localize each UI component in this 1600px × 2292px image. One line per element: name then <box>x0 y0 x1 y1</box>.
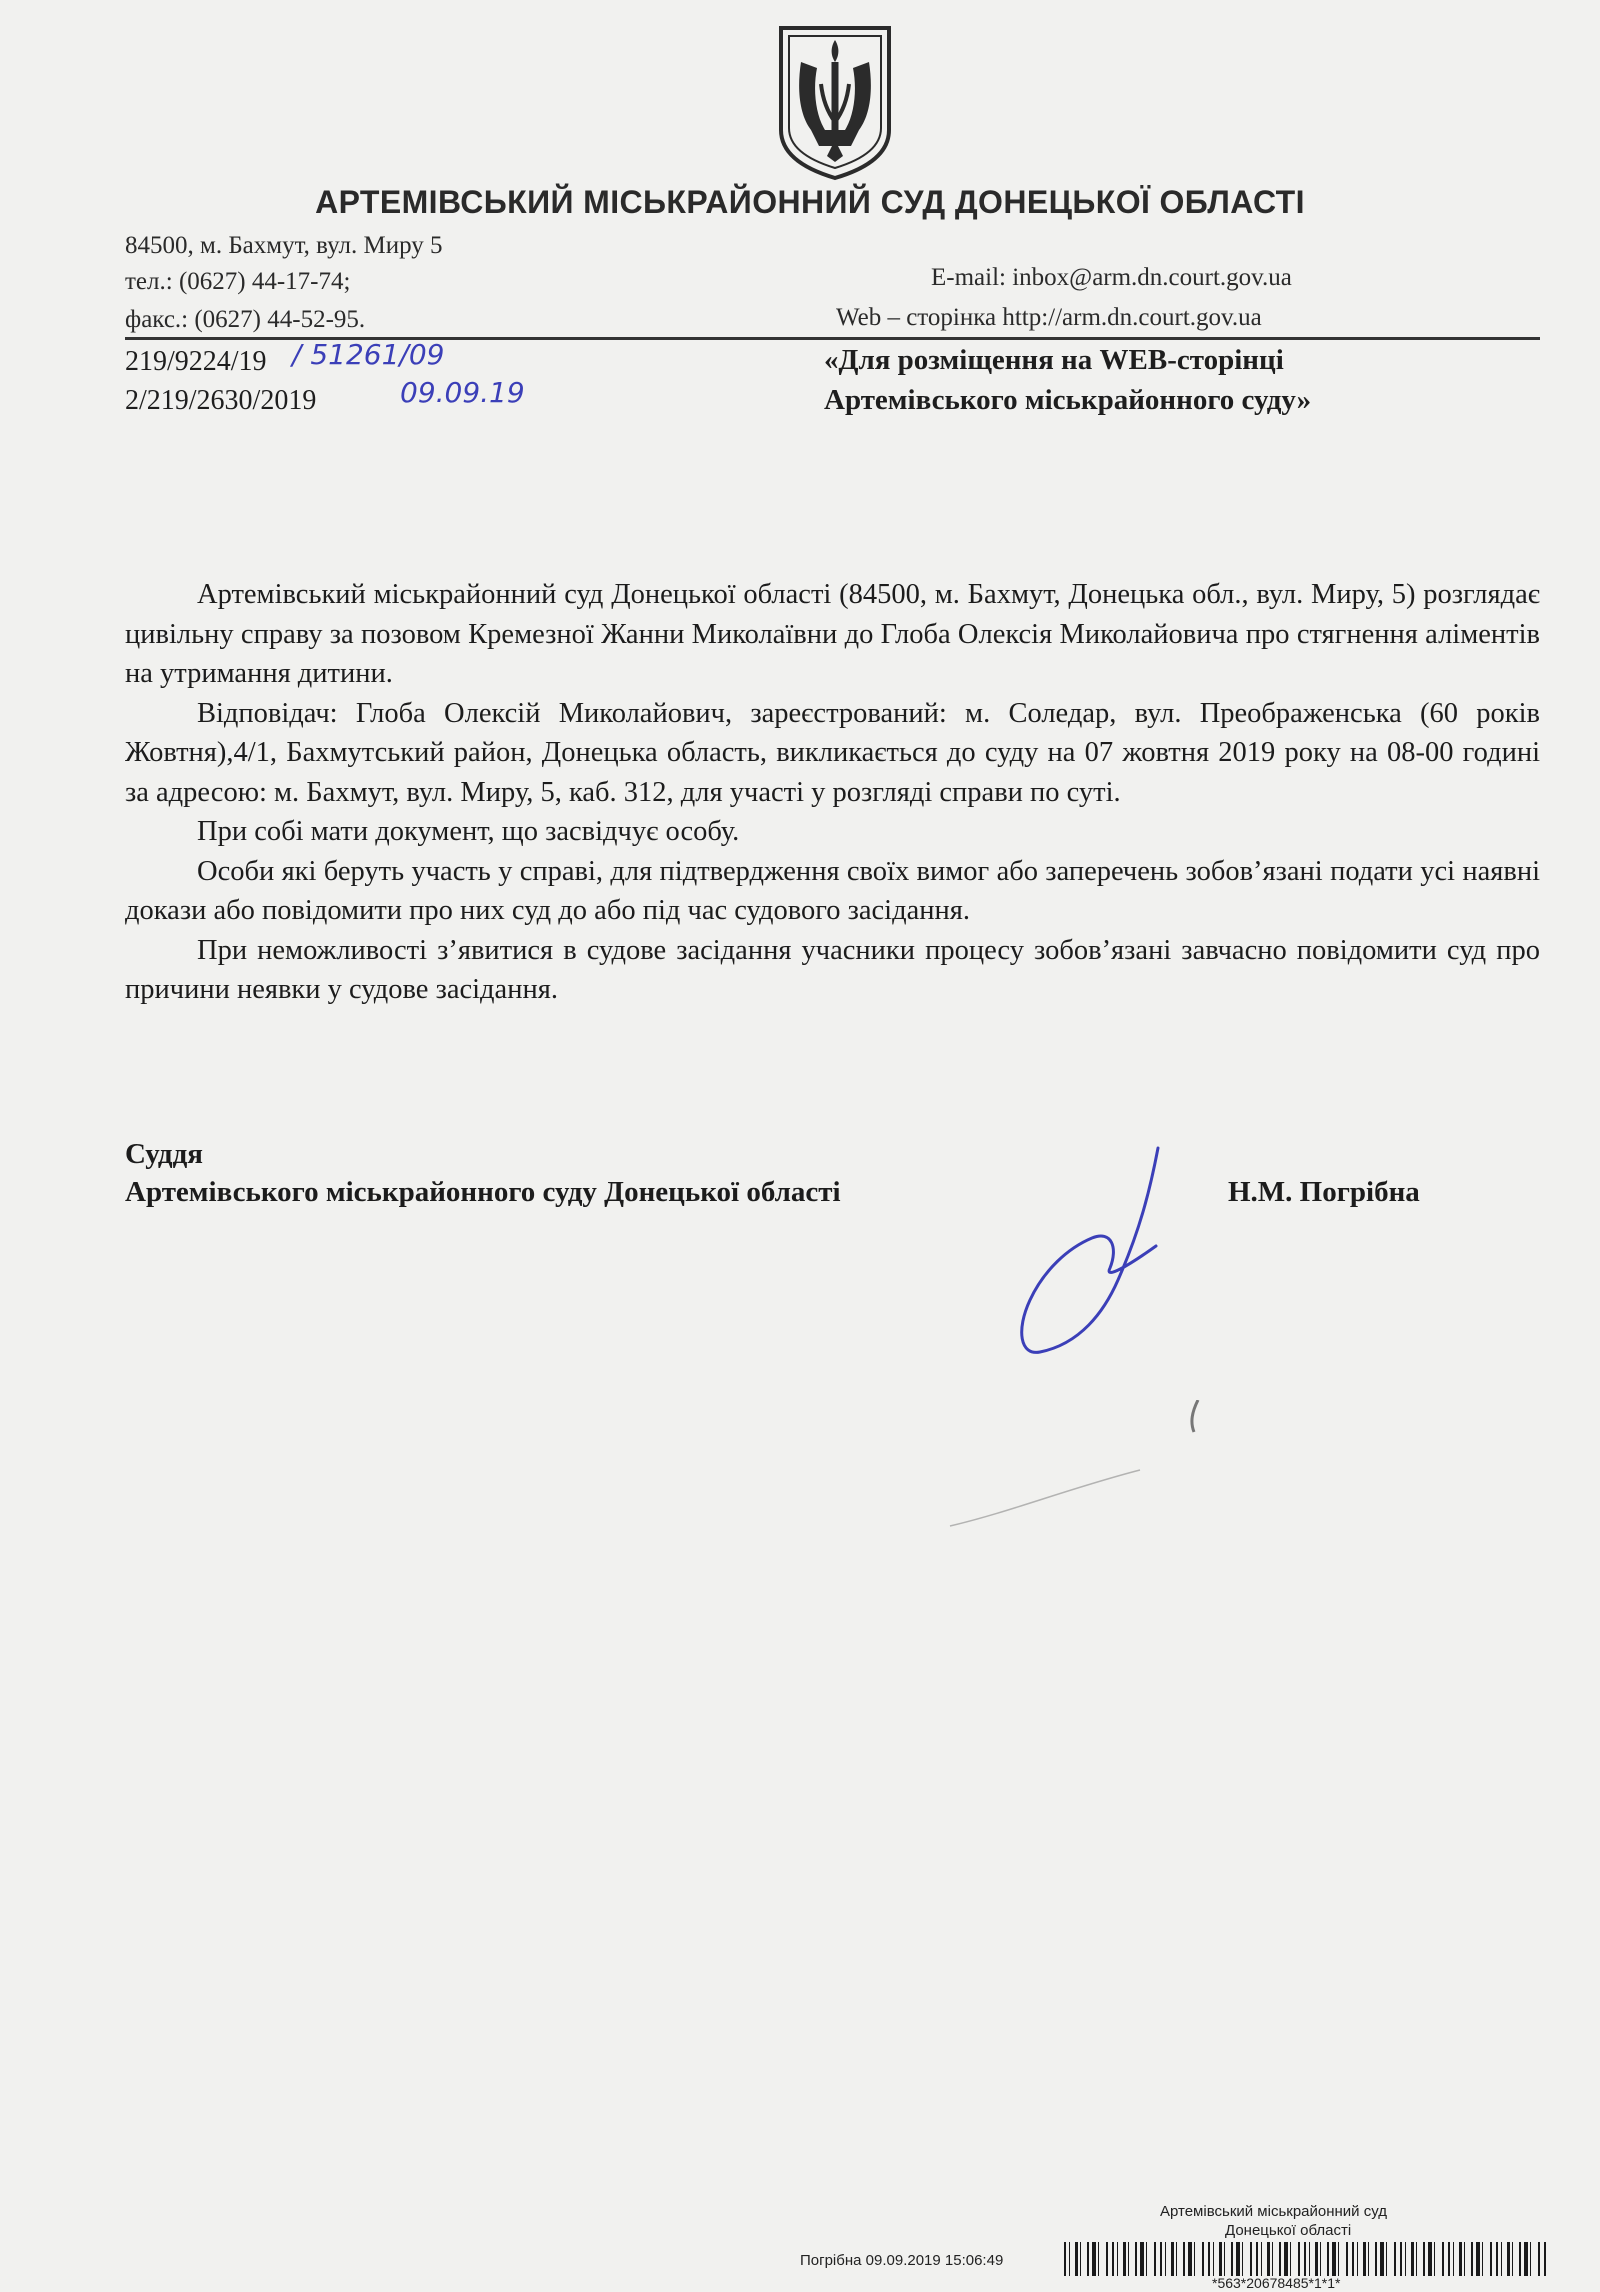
body-paragraph-4: Особи які беруть участь у справі, для підтвердження своїх вимог або заперечень зобов’язані подати усі наявні докази або повідомити про них суд до або під час судового засідання. <box>125 855 1540 926</box>
registration-barcode-icon <box>1062 2242 1552 2276</box>
body-paragraph-1: Артемівський міськрайонний суд Донецької області (84500, м. Бахмут, Донецька обл., вул. Миру, 5) розглядає цивільну справу за позовом Кремезної Жанни Миколаївни до Глоба Олексія Миколайовича про стягнення аліментів на утримання дитини. <box>125 579 1540 689</box>
web-note-line1: «Для розміщення на WEB-сторінці <box>824 344 1284 376</box>
court-website: Web – сторінка http://arm.dn.court.gov.ua <box>836 304 1262 331</box>
stamp-registration: Погрібна 09.09.2019 15:06:49 <box>800 2252 1004 2269</box>
judge-name: Н.М. Погрібна <box>1228 1176 1420 1208</box>
court-name-heading: АРТЕМІВСЬКИЙ МІСЬКРАЙОННИЙ СУД ДОНЕЦЬКОЇ ОБЛАСТІ <box>315 184 1305 220</box>
case-reference: 219/9224/19 <box>125 346 267 377</box>
court-email: E-mail: inbox@arm.dn.court.gov.ua <box>931 264 1292 291</box>
handwritten-signature-icon <box>1000 1130 1200 1360</box>
barcode-number: *563*20678485*1*1* <box>1212 2275 1341 2291</box>
court-address: 84500, м. Бахмут, вул. Миру 5 <box>125 232 443 259</box>
case-number: 2/219/2630/2019 <box>125 385 317 416</box>
handwritten-date: 09.09.19 <box>400 376 525 409</box>
web-note-line2: Артемівського міськрайонного суду» <box>824 384 1312 416</box>
stamp-court-line2: Донецької області <box>1225 2222 1352 2239</box>
body-paragraph-2: Відповідач: Глоба Олексій Миколайович, зареєстрований: м. Соледар, вул. Преображенська (60 років Жовтня),4/1, Бахмутський район, Донецька область, викликається до суду на 07 жовтня 2019 року на 08-00 годині за адресою: м. Бахмут, вул. Миру, 5, каб. 312, для участі у розгляді справи по суті. <box>125 697 1540 808</box>
body-paragraph-3: При собі мати документ, що засвідчує особу. <box>197 816 740 847</box>
letter-body <box>125 575 1540 1010</box>
paper-scan-marks <box>940 1400 1200 1540</box>
web-publication-note <box>824 340 1311 420</box>
judge-court: Артемівського міськрайонного суду Донецької області <box>125 1176 841 1208</box>
handwritten-outgoing-number: / 51261/09 <box>292 338 445 371</box>
body-paragraph-5: При неможливості з’явитися в судове засідання учасники процесу зобов’язані завчасно повідомити суд про причини неявки у судове засідання. <box>125 934 1540 1005</box>
judge-title: Суддя <box>125 1138 203 1170</box>
stamp-court-line1: Артемівський міськрайонний суд <box>1160 2203 1387 2220</box>
court-fax: факс.: (0627) 44-52-95. <box>125 306 366 333</box>
coat-of-arms-icon <box>775 22 895 182</box>
court-phone: тел.: (0627) 44-17-74; <box>125 268 351 295</box>
